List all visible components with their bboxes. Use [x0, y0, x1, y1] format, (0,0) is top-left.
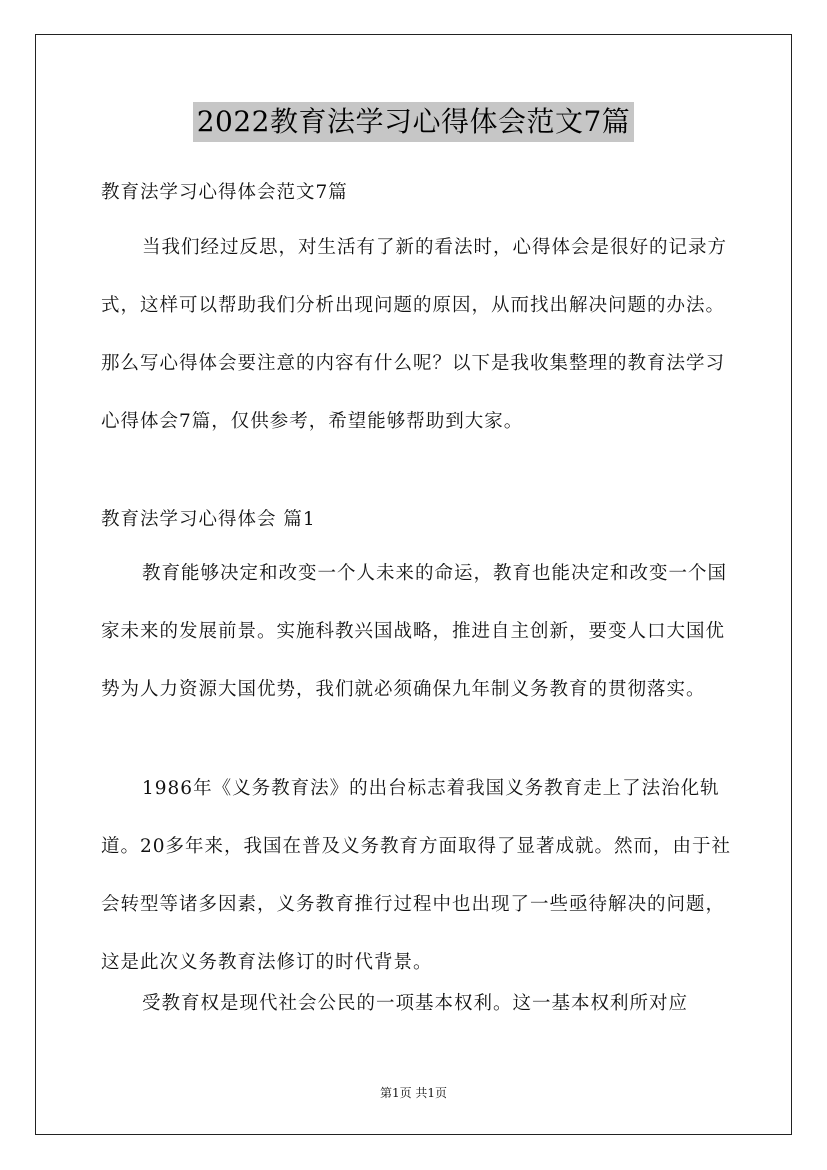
document-title: 2022教育法学习心得体会范文7篇 [193, 102, 635, 142]
page-footer: 第1页 共1页 [379, 1086, 448, 1100]
title-container [0, 102, 827, 142]
body-paragraph-1: 教育能够决定和改变一个人未来的命运，教育也能决定和改变一个国家未来的发展前景。实施科教兴国战略，推进自主创新，要变人口大国优势为人力资源大国优势，我们就必须确保九年制义务教育的贯彻落实。 [101, 563, 728, 700]
document-subtitle: 教育法学习心得体会范文7篇 [101, 182, 348, 203]
section-heading: 教育法学习心得体会 篇1 [101, 509, 316, 530]
body-paragraph-3: 受教育权是现代社会公民的一项基本权利。这一基本权利所对应 [142, 993, 689, 1014]
body-paragraph-2: 1986年《义务教育法》的出台标志着我国义务教育走上了法治化轨道。20多年来，我国在普及义务教育方面取得了显著成就。然而，由于社会转型等诸多因素，义务教育推行过程中也出现了一些亟待解决的问题，这是此次义务教育法修订的时代背景。 [101, 778, 732, 973]
intro-paragraph: 当我们经过反思，对生活有了新的看法时，心得体会是很好的记录方式，这样可以帮助我们分析出现问题的原因，从而找出解决问题的办法。那么写心得体会要注意的内容有什么呢？以下是我收集整理的教育法学习心得体会7篇，仅供参考，希望能够帮助到大家。 [101, 237, 728, 432]
